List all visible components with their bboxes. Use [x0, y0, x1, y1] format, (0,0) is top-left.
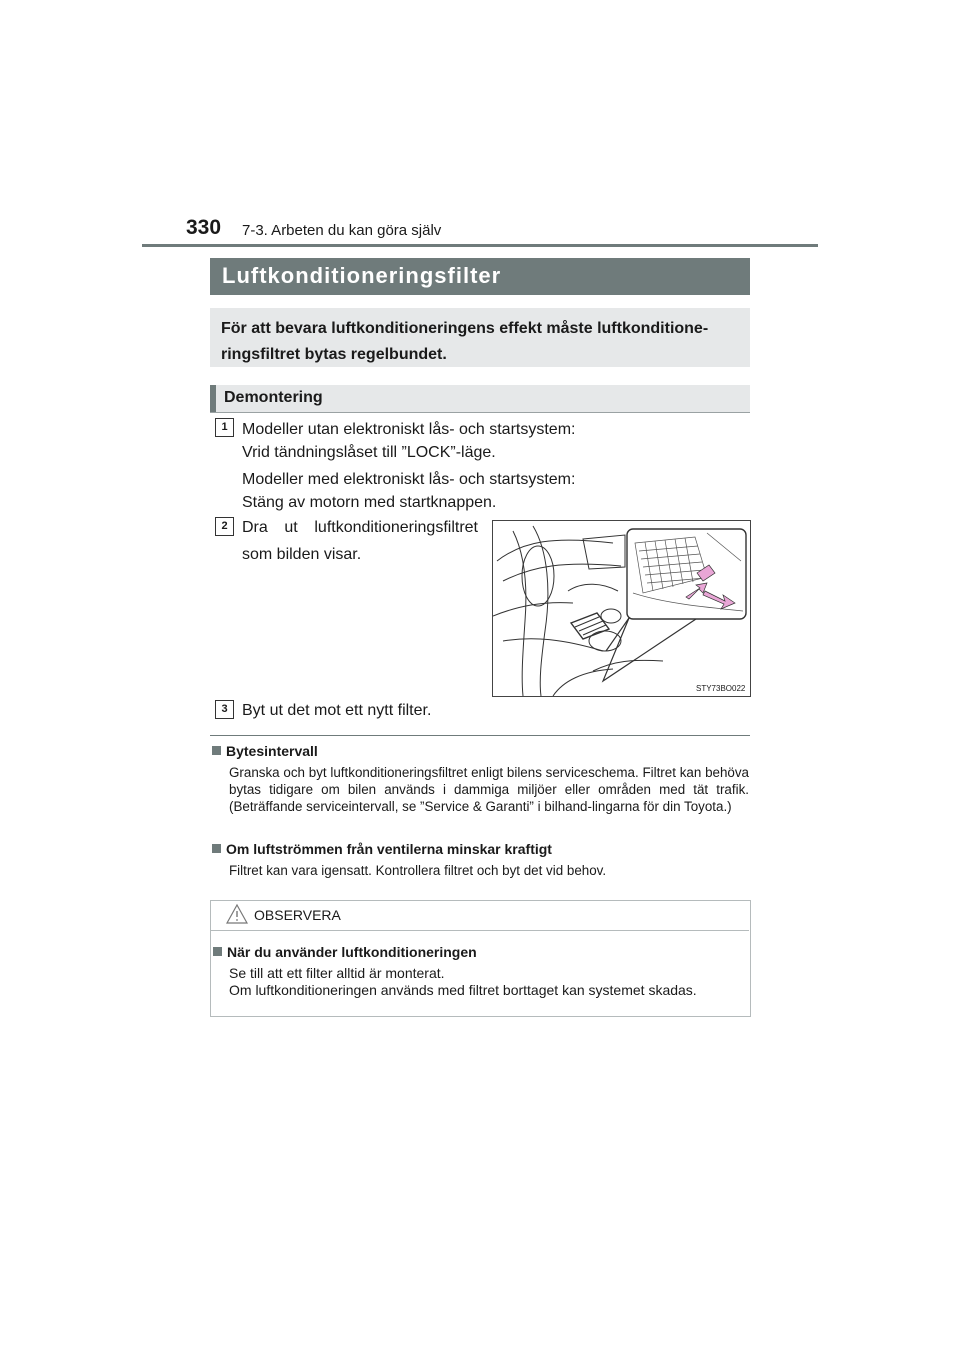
step-3-text — [242, 699, 431, 722]
subsection-title: Demontering — [224, 389, 323, 406]
step-2-badge: 2 — [215, 517, 234, 536]
caution-line: Se till att ett filter alltid är monterat. — [229, 965, 445, 981]
page-number: 330 — [186, 216, 222, 239]
step-3-badge: 3 — [215, 700, 234, 719]
note-luftstrom-heading — [212, 841, 552, 857]
step-2-line: som bilden visar. — [242, 546, 362, 563]
note-luftstrom-body: Filtret kan vara igensatt. Kontrollera filtret och byt det vid behov. — [229, 863, 607, 878]
step-3-line: Byt ut det mot ett nytt filter. — [242, 702, 432, 719]
step-1-line: Modeller med elektroniskt lås- och startsystem: — [242, 471, 576, 488]
notes-divider — [210, 735, 750, 736]
intro-box — [210, 308, 750, 367]
step-1-line: Modeller utan elektroniskt lås- och startsystem: — [242, 421, 576, 438]
page-title: Luftkonditioneringsfilter — [222, 263, 502, 288]
bullet-square-icon — [213, 947, 222, 956]
warning-triangle-icon — [226, 903, 248, 925]
step-1-line: Vrid tändningslåset till ”LOCK”-läge. — [242, 444, 496, 461]
note-bytesintervall-heading — [212, 743, 318, 759]
section-title-bar — [210, 258, 750, 295]
note-bytesintervall-body: Granska och byt luftkonditioneringsfiltret enligt bilens serviceschema. Filtret kan behöva bytas tidigare om bilen används i dammiga miljöer eller områden med tät trafik. (Beträffande serviceintervall, se ”Service & Garanti” i bilhand-lingarna för din Toyota.) — [229, 765, 749, 814]
dashboard-drawing — [493, 521, 750, 696]
section-breadcrumb: 7-3. Arbeten du kan göra själv — [242, 222, 442, 239]
step-2-text — [242, 514, 478, 568]
figure-code: STY73BO022 — [696, 684, 746, 693]
bullet-square-icon — [212, 844, 221, 853]
step-1-text — [242, 418, 575, 514]
header-divider — [142, 244, 818, 247]
caution-heading — [213, 944, 477, 960]
subsection-accent-bar — [210, 385, 216, 412]
subsection-header — [210, 385, 750, 413]
caution-line: Om luftkonditioneringen används med filtret borttaget kan systemet skadas. — [229, 982, 697, 998]
note-title: Om luftströmmen från ventilerna minskar kraftigt — [226, 841, 552, 857]
step-1-badge: 1 — [215, 418, 234, 437]
bullet-square-icon — [212, 746, 221, 755]
step-1-line: Stäng av motorn med startknappen. — [242, 494, 497, 511]
intro-text: För att bevara luftkonditioneringens effekt måste luftkonditione-ringsfiltret bytas regelbundet. — [221, 320, 709, 363]
note-title: Bytesintervall — [226, 743, 318, 759]
filter-removal-illustration — [492, 520, 751, 697]
caution-label: OBSERVERA — [254, 907, 341, 923]
caution-title: När du använder luftkonditioneringen — [227, 944, 477, 960]
caution-body — [229, 965, 697, 999]
step-2-line: Dra ut luftkonditioneringsfiltret — [242, 519, 478, 536]
